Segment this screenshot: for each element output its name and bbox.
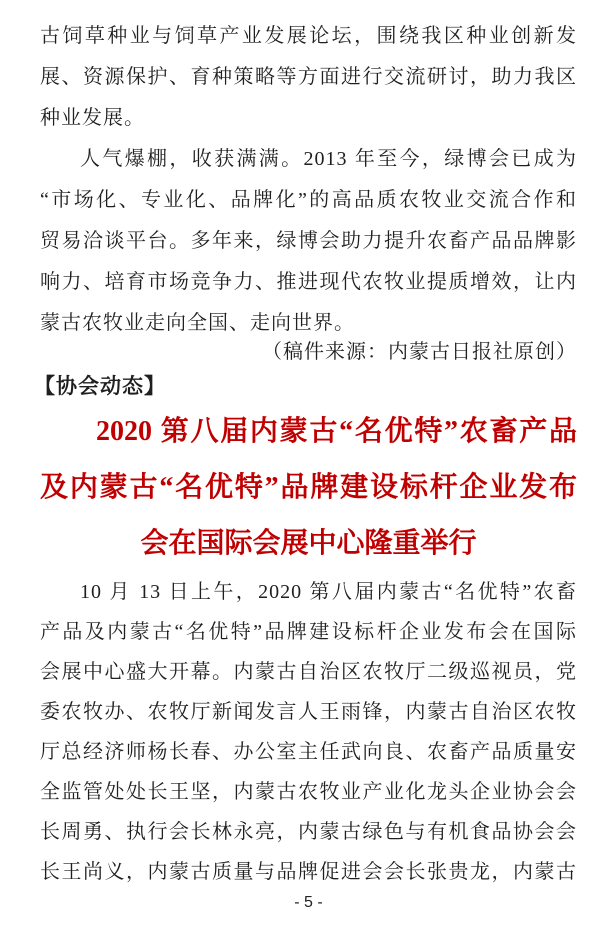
paragraph [40,139,577,344]
body-text-line: 委农牧办、农牧厅新闻发言人王雨锋，内蒙古自治区农牧 [40,701,577,723]
page-number: - 5 - [294,894,323,911]
body-text-line: 响力、培育市场竞争力、推进现代农牧业提质增效，让内 [40,271,577,293]
body-text-line: 10 月 13 日上午，2020 第八届内蒙古“名优特”农畜 [80,581,577,603]
article-headline [40,404,577,572]
body-text-line: “市场化、专业化、品牌化”的高品质农牧业交流合作和 [40,189,577,211]
body-text-line: 长王尚义，内蒙古质量与品牌促进会会长张贵龙，内蒙古 [40,861,577,883]
body-text-line: 人气爆棚，收获满满。2013 年至今，绿博会已成为 [80,148,577,170]
body-text-line: 厅总经济师杨长春、办公室主任武向良、农畜产品质量安 [40,741,577,763]
section-label: 【协会动态】 [34,375,166,398]
body-text-line: 全监管处处长王坚，内蒙古农牧业产业化龙头企业协会会 [40,781,577,803]
body-text-line: 产品及内蒙古“名优特”品牌建设标杆企业发布会在国际 [40,621,577,643]
headline-line: 会在国际会展中心隆重举行 [140,528,477,559]
body-text-line: 种业发展。 [40,107,145,129]
body-text-line: 展、资源保护、育种策略等方面进行交流研讨，助力我区 [40,66,577,88]
paragraph-continued [40,16,577,139]
article-body [40,572,577,892]
body-text-line: 贸易洽谈平台。多年来，绿博会助力提升农畜产品品牌影 [40,230,577,252]
body-text-line: 蒙古农牧业走向全国、走向世界。 [40,312,355,334]
headline-line: 及内蒙古“名优特”品牌建设标杆企业发布 [40,472,577,503]
article-source: （稿件来源：内蒙古日报社原创） [262,341,577,363]
headline-line: 2020 第八届内蒙古“名优特”农畜产品 [96,416,577,447]
body-text-line: 会展中心盛大开幕。内蒙古自治区农牧厅二级巡视员，党 [40,661,577,683]
body-text-line: 古饲草种业与饲草产业发展论坛，围绕我区种业创新发 [40,25,577,47]
body-text-line: 长周勇、执行会长林永亮，内蒙古绿色与有机食品协会会 [40,821,577,843]
